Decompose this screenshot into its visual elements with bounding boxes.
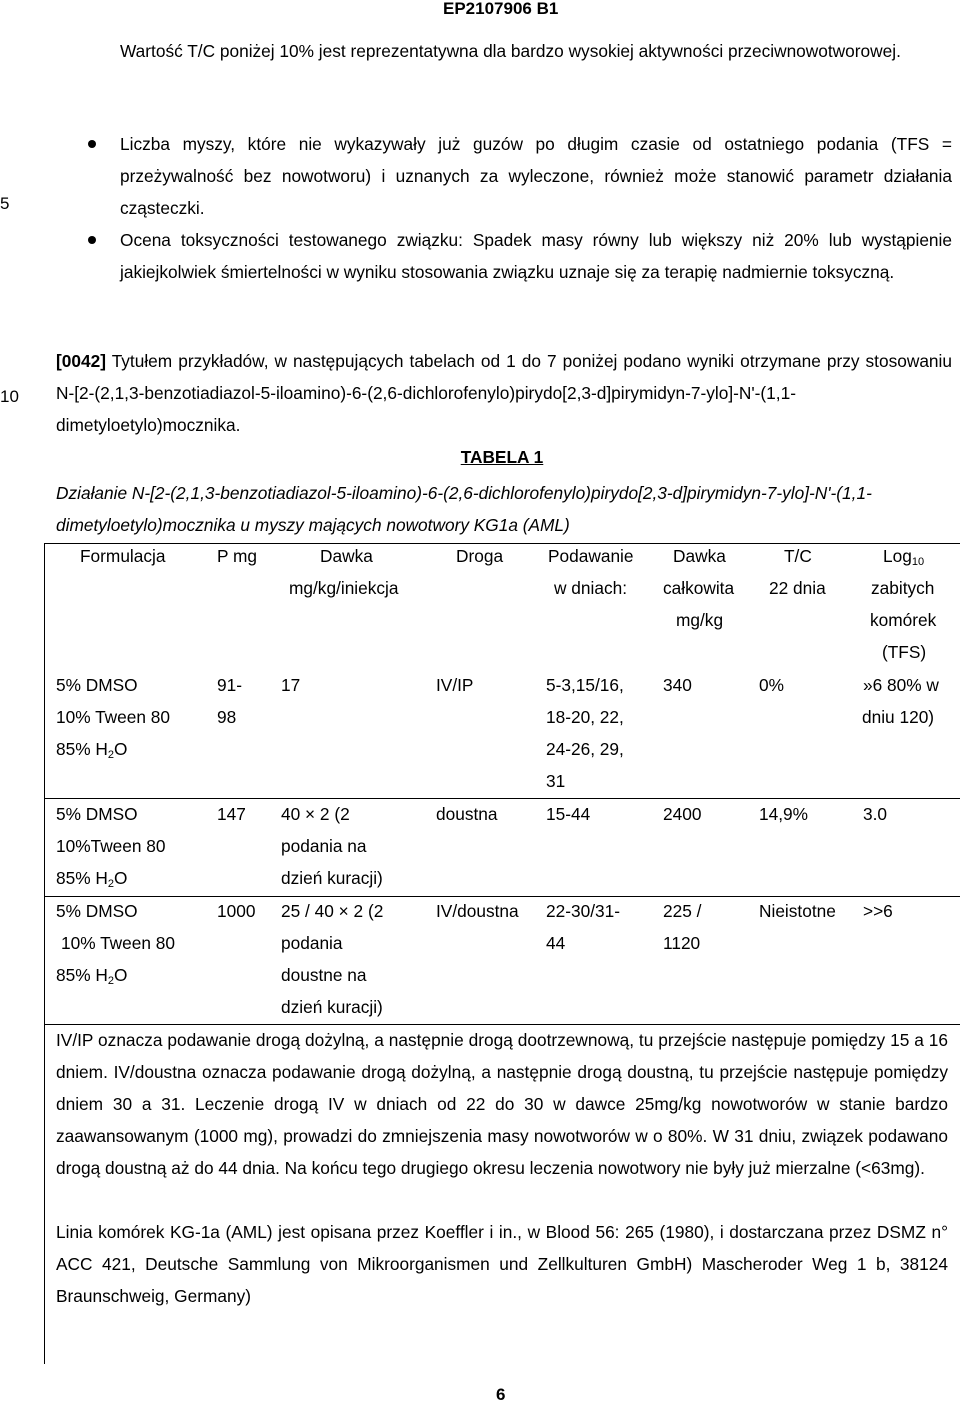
row2-dose: 40 × 2 (2 — [281, 804, 350, 824]
row3-dose: 25 / 40 × 2 (2 — [281, 901, 384, 921]
row3-formulation — [56, 959, 127, 991]
row2-formulation: 10%Tween 80 — [56, 836, 166, 856]
row2-route: doustna — [436, 804, 498, 824]
page-number: 6 — [496, 1385, 506, 1404]
table-caption: Działanie N-[2-(2,1,3-benzotiadiazol-5-iloamino)-6-(2,6-dichlorofenylo)pirydo[2,3-d]pirymidyn-7-ylo]-N'-(1,1-dimetyloetylo)mocznika u myszy mających nowotwory KG1a (AML) — [56, 483, 872, 535]
header-dawka-calkowita-2: całkowita — [663, 578, 735, 598]
row2-log: 3.0 — [863, 804, 888, 824]
header-dawka-unit: mg/kg/iniekcja — [289, 578, 399, 598]
row2-formulation: 5% DMSO — [56, 804, 138, 824]
row2-formulation-sub: 2 — [107, 878, 114, 890]
row1-days: 31 — [546, 771, 566, 791]
header-dawka-calkowita-3: mg/kg — [676, 610, 724, 630]
paragraph-0042 — [56, 345, 952, 441]
intro-paragraph: Wartość T/C poniżej 10% jest reprezentatywna dla bardzo wysokiej aktywności przeciwnowotworowej. — [120, 41, 901, 61]
row3-formulation-text: 85% H — [56, 965, 108, 985]
header-dawka: Dawka — [320, 546, 373, 566]
row2-tc: 14,9% — [759, 804, 809, 824]
row1-dose: 17 — [281, 675, 301, 695]
row3-log: >>6 — [863, 901, 893, 921]
header-tc: T/C — [784, 546, 812, 566]
table-footnote-routes: IV/IP oznacza podawanie drogą dożylną, a następnie drogą dootrzewnową, tu przejście następuje pomiędzy 15 a 16 dniem. IV/doustna oznacza podawanie drogą dożylną, a następnie drogą doustną, tu przejście następuje pomiędzy dniem 30 a 31. Leczenie drogą IV w dniach od 22 do 30 w dawce 25mg/kg nowotworów w stanie bardzo zaawansowanym (1000 mg), prowadzi do zmniejszenia masy nowotworów w o 80%. W 31 dniu, związek podawano drogą doustną aż do 44 dnia. Na końcu tego drugiego okresu leczenia nowotwory nie były już mierzalne (<63mg). — [56, 1030, 948, 1178]
row3-days: 22-30/31- — [546, 901, 620, 921]
header-dawka-calkowita: Dawka — [673, 546, 726, 566]
header-droga: Droga — [456, 546, 504, 566]
row-divider — [45, 798, 960, 799]
header-log-3: komórek — [870, 610, 937, 630]
document-number: EP2107906 B1 — [443, 0, 559, 18]
row1-formulation — [56, 733, 127, 765]
bullet-dot — [88, 140, 96, 148]
header-log-4: (TFS) — [882, 642, 927, 662]
row3-dose: podania — [281, 933, 343, 953]
table-title: TABELA 1 — [460, 447, 544, 467]
row3-formulation-tail: O — [114, 965, 128, 985]
row1-formulation: 10% Tween 80 — [56, 707, 171, 727]
row3-p-mg: 1000 — [217, 901, 256, 921]
row2-formulation-tail: O — [114, 868, 128, 888]
header-podawanie-2: w dniach: — [554, 578, 628, 598]
row1-formulation: 5% DMSO — [56, 675, 138, 695]
header-p-mg: P mg — [217, 546, 258, 566]
row1-route: IV/IP — [436, 675, 474, 695]
header-podawanie: Podawanie — [548, 546, 634, 566]
bullet-item-tfs: Liczba myszy, które nie wykazywały już guzów po długim czasie od ostatniego podania (TFS = przeżywalność bez nowotworu) i uznanych za wyleczone, również może stanowić parametr działania cząsteczki. — [120, 134, 952, 218]
row1-days: 24-26, 29, — [546, 739, 624, 759]
row3-total-dose: 225 / — [663, 901, 702, 921]
row2-formulation — [56, 862, 127, 894]
row1-tc: 0% — [759, 675, 784, 695]
header-formulacja: Formulacja — [80, 546, 166, 566]
row3-formulation: 10% Tween 80 — [61, 933, 176, 953]
paragraph-text: Tytułem przykładów, w następujących tabelach od 1 do 7 poniżej podano wyniki otrzymane przy stosowaniu N-[2-(2,1,3-benzotiadiazol-5-iloamino)-6-(2,6-dichlorofenylo)pirydo[2,3-d]pirymidyn-7-ylo]-N'-(1,1-dimetyloetylo)mocznika. — [56, 351, 952, 435]
bullet-item-toxicity: Ocena toksyczności testowanego związku: Spadek masy równy lub większy niż 20% lub wystąpienie jakiejkolwiek śmiertelności w wyniku stosowania związku uznaje się za terapię nadmiernie toksyczną. — [120, 230, 952, 282]
table-footnote-cell-line: Linia komórek KG-1a (AML) jest opisana przez Koeffler i in., w Blood 56: 265 (1980), i dostarczana przez DSMZ n° ACC 421, Deutsche Sammlung von Mikroorganismen und Zellkulturen GmbH) Mascheroder Weg 1 b, 38124 Braunschweig, Germany) — [56, 1222, 948, 1306]
row1-formulation-text: 85% H — [56, 739, 108, 759]
row3-dose: doustne na — [281, 965, 367, 985]
row2-p-mg: 147 — [217, 804, 246, 824]
bullet-dot — [88, 236, 96, 244]
row3-days: 44 — [546, 933, 566, 953]
row2-dose: podania na — [281, 836, 367, 856]
row2-total-dose: 2400 — [663, 804, 702, 824]
row1-p-mg: 91- — [217, 675, 242, 695]
header-tc-2: 22 dnia — [769, 578, 826, 598]
row1-formulation-tail: O — [114, 739, 128, 759]
header-log-2: zabitych — [871, 578, 935, 598]
row1-formulation-sub: 2 — [107, 749, 114, 761]
row3-dose: dzień kuracji) — [281, 997, 383, 1017]
header-log — [883, 540, 924, 572]
row2-dose: dzień kuracji) — [281, 868, 383, 888]
line-number-10: 10 — [0, 387, 19, 406]
row1-days: 5-3,15/16, — [546, 675, 624, 695]
row3-route: IV/doustna — [436, 901, 519, 921]
row1-p-mg: 98 — [217, 707, 237, 727]
header-log-text: Log — [883, 546, 912, 566]
paragraph-number: [0042] — [56, 351, 106, 371]
header-log-sub: 10 — [911, 556, 925, 568]
line-number-5: 5 — [0, 194, 10, 213]
row1-log: dniu 120) — [862, 707, 935, 727]
row3-tc: Nieistotne — [759, 901, 836, 921]
row1-log: »6 80% w — [863, 675, 939, 695]
row1-days: 18-20, 22, — [546, 707, 624, 727]
row1-total-dose: 340 — [663, 675, 692, 695]
row3-total-dose: 1120 — [663, 933, 701, 953]
row3-formulation: 5% DMSO — [56, 901, 138, 921]
row2-days: 15-44 — [546, 804, 591, 824]
row3-formulation-sub: 2 — [107, 975, 114, 987]
row2-formulation-text: 85% H — [56, 868, 108, 888]
